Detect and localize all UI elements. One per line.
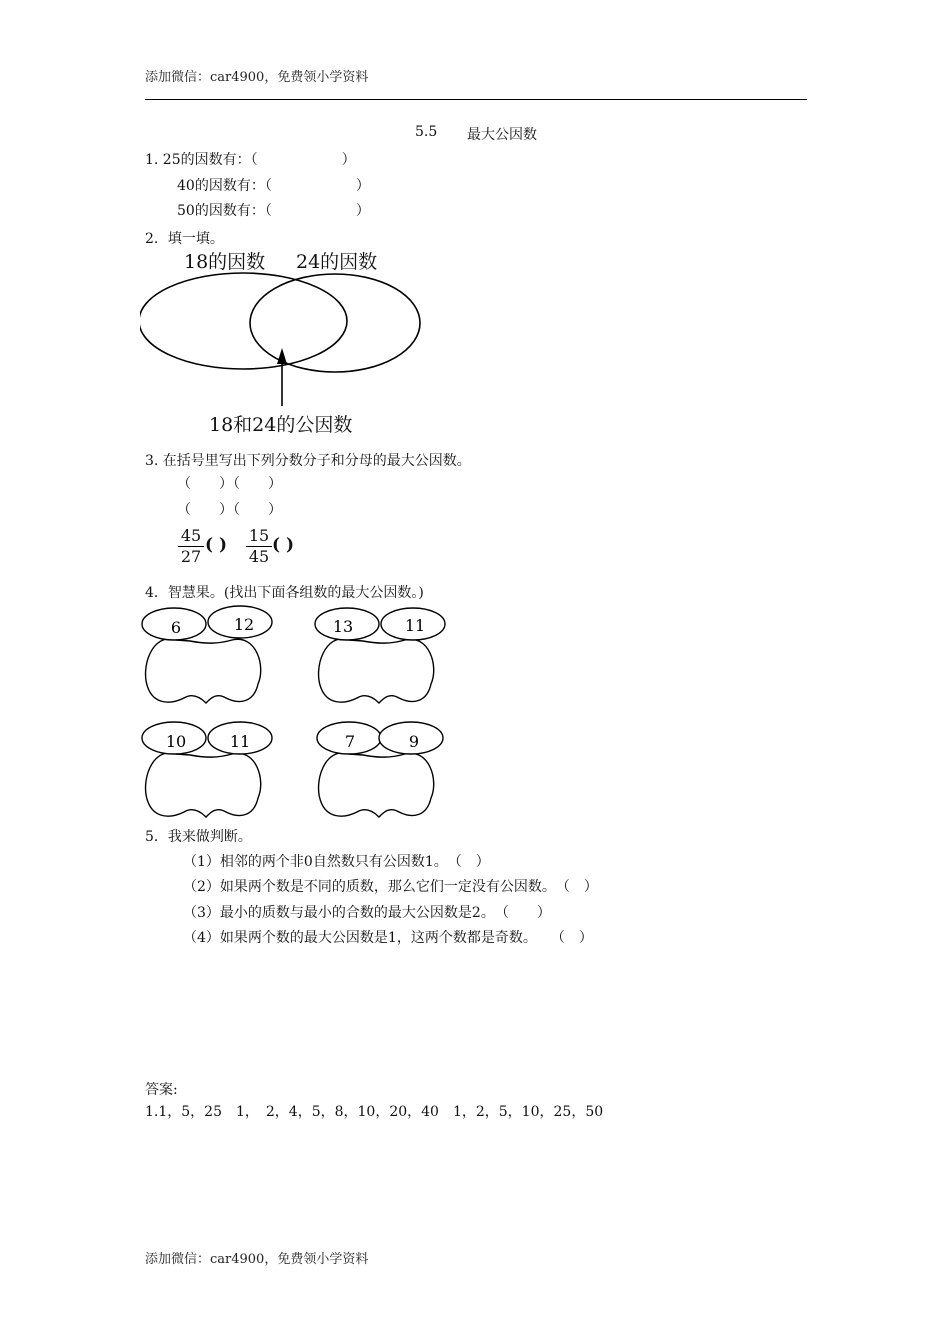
section-number: 5.5 (415, 124, 438, 140)
q2-prompt: 2．填一填。 (145, 231, 224, 247)
apple-4-left-number: 7 (344, 732, 356, 751)
fraction-1 (178, 527, 204, 566)
answers-line-1: 1.1，5，25 1， 2，4，5，8，10，20，40 1，2，5，10，25，50 (145, 1104, 604, 1120)
venn-right-ellipse (250, 274, 420, 372)
apple-2 (313, 604, 453, 704)
apple-1-right-number: 12 (233, 615, 255, 634)
q1-line-1: 1. 25的因数有：（ ） (145, 152, 356, 168)
venn-diagram (140, 272, 430, 412)
header-rule (145, 99, 807, 100)
apple-2-left-number: 13 (332, 617, 354, 636)
apple-4 (313, 718, 453, 818)
venn-right-label: 24的因数 (296, 251, 378, 273)
fraction-2-numerator: 15 (248, 526, 270, 545)
apple-3 (140, 718, 280, 818)
q3-row-1: （ ）（ ） (177, 476, 282, 492)
header-watermark: 添加微信：car4900，免费领小学资料 (145, 70, 369, 85)
apple-body (146, 753, 261, 817)
apple-3-right-number: 11 (229, 732, 251, 751)
apple-4-right-number: 9 (408, 732, 420, 751)
venn-left-label: 18的因数 (184, 251, 266, 273)
apple-2-right-number: 11 (404, 616, 426, 635)
venn-left-ellipse (140, 273, 347, 369)
q5-prompt: 5．我来做判断。 (145, 829, 252, 845)
q5-item-3: （3）最小的质数与最小的合数的最大公因数是2。 （ ） (183, 905, 551, 921)
venn-arrow-head (277, 348, 287, 364)
apple-1-left-number: 6 (170, 618, 182, 637)
fraction-2-answer-paren: ( ) (272, 535, 295, 555)
apple-3-left-number: 10 (165, 732, 187, 751)
fraction-1-denominator: 27 (180, 547, 202, 566)
apple-body (319, 639, 434, 703)
apple-1 (140, 604, 280, 704)
q3-prompt: 3. 在括号里写出下列分数分子和分母的最大公因数。 (145, 453, 471, 469)
q4-prompt: 4．智慧果。(找出下面各组数的最大公因数。) (145, 585, 424, 601)
fraction-2 (246, 527, 272, 566)
q5-item-2: （2）如果两个数是不同的质数，那么它们一定没有公因数。 （ ） (183, 879, 598, 895)
fraction-1-answer-paren: ( ) (205, 535, 228, 555)
q5-item-4: （4）如果两个数的最大公因数是1，这两个数都是奇数。 （ ） (183, 930, 593, 946)
q1-line-2: 40的因数有：（ ） (177, 178, 370, 194)
q1-line-3: 50的因数有：（ ） (177, 203, 370, 219)
fraction-1-numerator: 45 (180, 526, 202, 545)
fraction-2-denominator: 45 (248, 547, 270, 566)
page-title: 最大公因数 (467, 127, 537, 143)
q5-item-1: （1）相邻的两个非0自然数只有公因数1。 （ ） (183, 854, 490, 870)
q3-row-2: （ ）（ ） (177, 502, 282, 518)
apple-body (319, 753, 434, 817)
footer-watermark: 添加微信：car4900，免费领小学资料 (145, 1252, 369, 1267)
venn-common-label: 18和24的公因数 (209, 414, 353, 436)
apple-body (146, 639, 261, 703)
answers-label: 答案: (145, 1082, 178, 1098)
